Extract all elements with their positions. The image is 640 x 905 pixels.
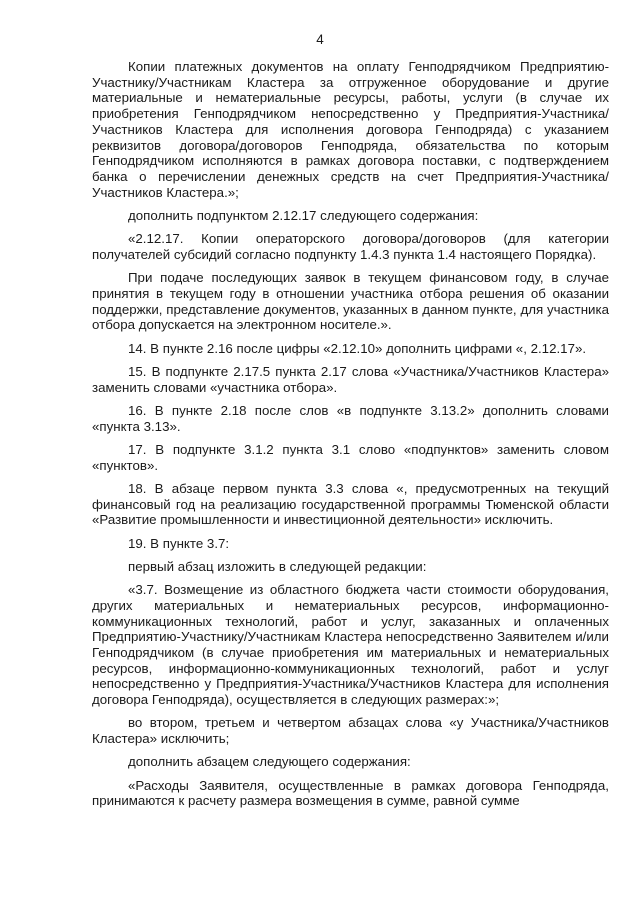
- paragraph-2-12-17: «2.12.17. Копии операторского договора/договоров (для категории получателей субсидий согласно подпункту 1.4.3 пункта 1.4 настоящего Порядка).: [92, 231, 609, 262]
- paragraph-add-paragraph: дополнить абзацем следующего содержания:: [128, 754, 411, 770]
- paragraph-item-15: 15. В подпункте 2.17.5 пункта 2.17 слова «Участника/Участников Кластера» заменить словами «участника отбора».: [92, 363, 609, 395]
- paragraph-3-7: «3.7. Возмещение из областного бюджета части стоимости оборудования, других материальных и нематериальных ресурсов, информационно-коммуникационных технологий, работ и услуг, заказанных и оплаченных Предприятию-Участнику/Участникам Кластера непосредственно Заявителем и/или Генподрядчиком (в случае приобретения им материальных и нематериальных ресурсов, информационно-коммуникационных технологий, работ и услуг непосредственно у Предприятия-Участника/Участников Кластера для исполнения договора Генподряда), осуществляется в следующих размерах:»;: [92, 582, 609, 708]
- paragraph-item-18: 18. В абзаце первом пункта 3.3 слова «, предусмотренных на текущий финансовый год на реализацию государственной программы Тюменской области «Развитие промышленности и инвестиционной деятельности» исключить.: [92, 480, 609, 528]
- paragraph-item-14: 14. В пункте 2.16 после цифры «2.12.10» дополнить цифрами «, 2.12.17».: [128, 340, 587, 356]
- paragraph-first-paragraph-edit: первый абзац изложить в следующей редакции:: [128, 558, 427, 574]
- paragraph-payment-documents: Копии платежных документов на оплату Генподрядчиком Предприятию-Участнику/Участникам Кластера за отгруженное оборудование и другие материальные и нематериальные ресурсы, работы, услуги (в случае их приобретения Генподрядчиком непосредственно у Предприятия-Участника/Участников Кластера для исполнения договора Генподряда) с указанием реквизитов договора/договоров Генподряда, обязательства по которым Генподрядчиком исполняются в рамках договора поставки, с подтверждением банка о перечислении денежных средств на счет Предприятия-Участника/Участников Кластера.»;: [92, 59, 609, 200]
- paragraph-second-third-fourth: во втором, третьем и четвертом абзацах слова «у Участника/Участников Кластера» исключить;: [92, 715, 609, 747]
- paragraph-applicant-expenses: «Расходы Заявителя, осуществленные в рамках договора Генподряда, принимаются к расчету размера возмещения в сумме, равной сумме: [92, 777, 609, 809]
- page-number: 4: [316, 32, 324, 47]
- paragraph-item-17: 17. В подпункте 3.1.2 пункта 3.1 слово «подпунктов» заменить словом «пунктов».: [92, 441, 609, 473]
- paragraph-item-19: 19. В пункте 3.7:: [128, 535, 230, 551]
- paragraph-subsequent-applications: При подаче последующих заявок в текущем финансовом году, в случае принятия в текущем году в отношении участника отбора решения об оказании поддержки, представление документов, указанных в данном пункте, для участника отбора допускается на электронном носителе.».: [92, 270, 609, 333]
- paragraph-add-subclause: дополнить подпунктом 2.12.17 следующего содержания:: [128, 207, 479, 223]
- paragraph-item-16: 16. В пункте 2.18 после слов «в подпункте 3.13.2» дополнить словами «пункта 3.13».: [92, 402, 609, 434]
- document-body: [92, 59, 609, 817]
